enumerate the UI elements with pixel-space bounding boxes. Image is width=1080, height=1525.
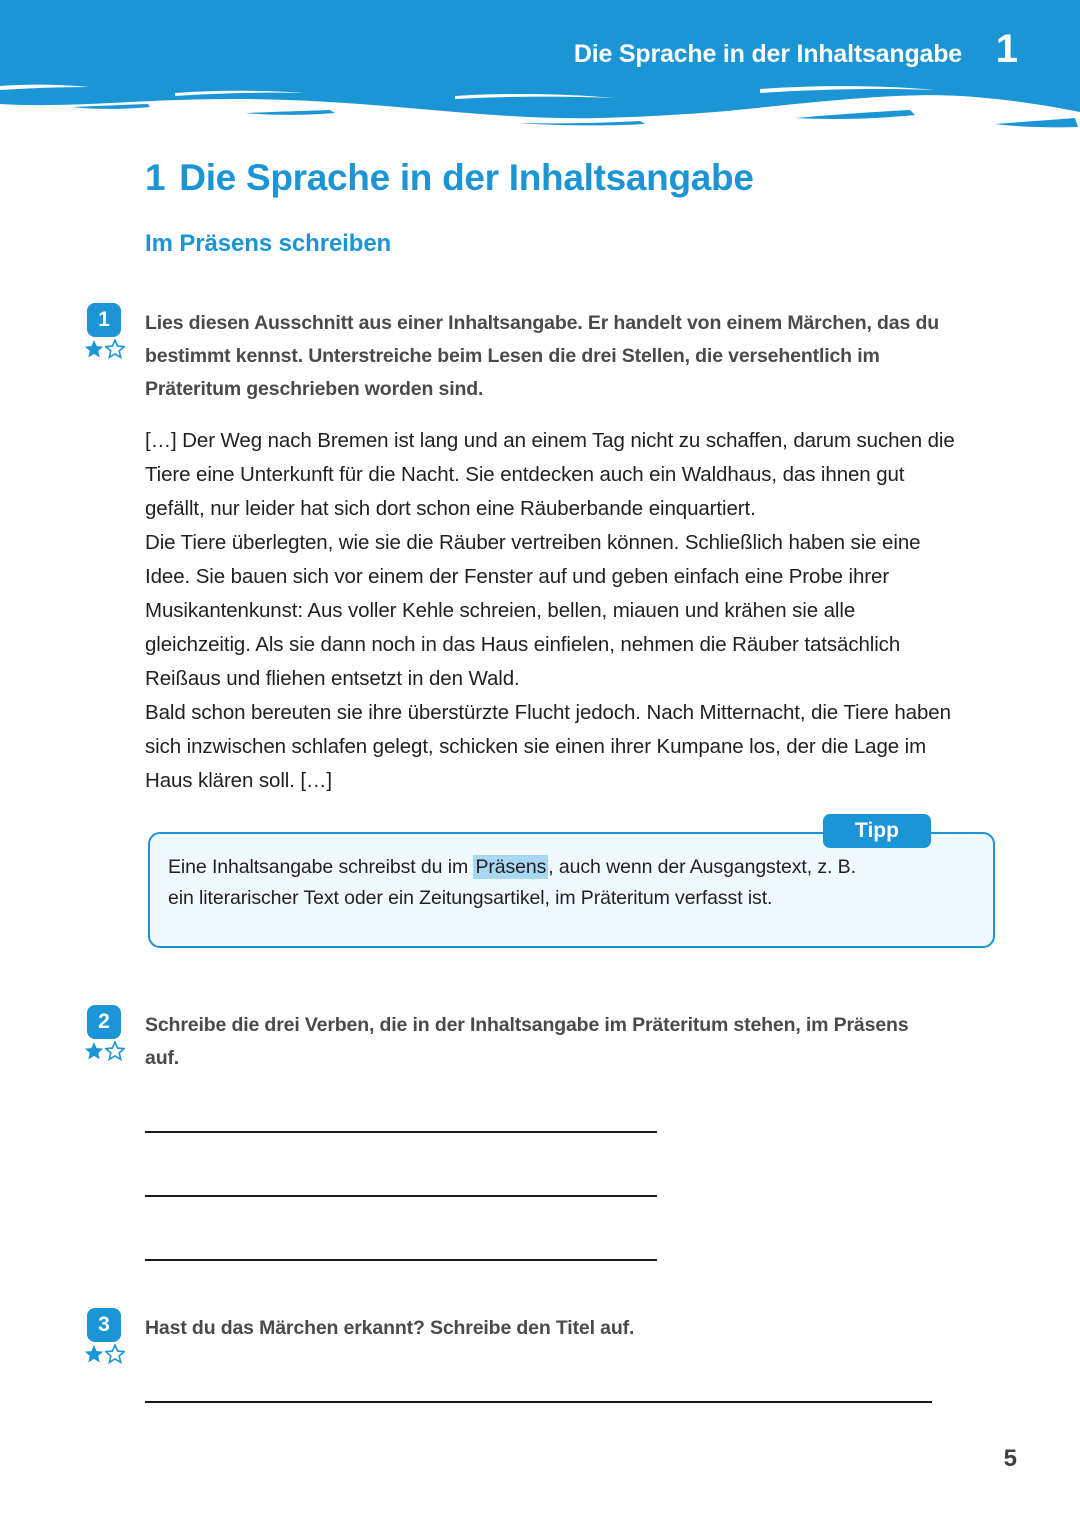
reading-paragraph-2: Die Tiere überlegten, wie sie die Räuber vertreiben können. Schließlich haben sie eine Idee. Sie bauen sich vor einem der Fenster auf und geben einfach eine Probe ihrer Musikantenkunst: Aus voller Kehle schreien, bellen, miauen und krähen sie alle gleichzeitig. Als sie dann noch in das Haus einfielen, nehmen die Räuber tatsächlich Reißaus und fliehen entsetzt in den Wald. [145,531,921,690]
page-title-text: Die Sprache in der Inhaltsangabe [179,157,754,198]
exercise-marker-3 [84,1308,140,1364]
page-title [145,157,754,199]
star-outline-icon [105,1041,125,1061]
tipp-text-after: , auch wenn der Ausgangstext, z. B. ein literarischer Text oder ein Zeitungsartikel, im Präteritum verfasst ist. [168,856,856,909]
page-header [0,0,1080,150]
star-filled-icon [84,1344,104,1364]
exercise-instruction-1: Lies diesen Ausschnitt aus einer Inhaltsangabe. Er handelt von einem Märchen, das du bestimmt kennst. Unterstreiche beim Lesen die drei Stellen, die versehentlich im Präteritum geschrieben worden sind. [145,312,939,400]
tipp-text-before: Eine Inhaltsangabe schreibst du im [168,856,474,878]
star-outline-icon [105,339,125,359]
star-filled-icon [84,1041,104,1061]
reading-paragraph-3: Bald schon bereuten sie ihre überstürzte Flucht jedoch. Nach Mitternacht, die Tiere haben sich inzwischen schlafen gelegt, schicken sie einen ihrer Kumpane los, der die Lage im Haus klären soll. […] [145,701,951,792]
header-brush-shape [0,0,1080,150]
star-outline-icon [105,1344,125,1364]
answer-line[interactable] [145,1259,657,1261]
header-title: Die Sprache in der Inhaltsangabe [573,40,962,68]
difficulty-stars-1 [84,339,140,359]
tipp-tab-label: Tipp [823,814,931,848]
exercise-instruction-2: Schreibe die drei Verben, die in der Inhaltsangabe im Präteritum stehen, im Präsens auf. [145,1014,909,1069]
header-chapter-number: 1 [995,27,1018,71]
tipp-highlight: Präsens [475,856,547,878]
difficulty-stars-3 [84,1344,140,1364]
reading-passage [145,424,960,798]
page-title-number: 1 [145,157,166,198]
page-subtitle: Im Präsens schreiben [145,230,392,257]
page-number: 5 [1003,1445,1017,1472]
exercise-marker-1 [84,303,140,359]
answer-line[interactable] [145,1131,657,1133]
exercise-badge-3: 3 [87,1308,121,1342]
exercise-instruction-3: Hast du das Märchen erkannt? Schreibe den Titel auf. [145,1317,635,1339]
exercise-badge-1: 1 [87,303,121,337]
tipp-text [168,852,868,914]
reading-paragraph-1: […] Der Weg nach Bremen ist lang und an einem Tag nicht zu schaffen, darum suchen die Tiere eine Unterkunft für die Nacht. Sie entdecken auch ein Waldhaus, das ihnen gut gefällt, nur leider hat sich dort schon eine Räuberbande einquartiert. [145,429,955,520]
exercise-badge-2: 2 [87,1005,121,1039]
answer-line[interactable] [145,1401,932,1403]
answer-line[interactable] [145,1195,657,1197]
star-filled-icon [84,339,104,359]
difficulty-stars-2 [84,1041,140,1061]
exercise-marker-2 [84,1005,140,1061]
